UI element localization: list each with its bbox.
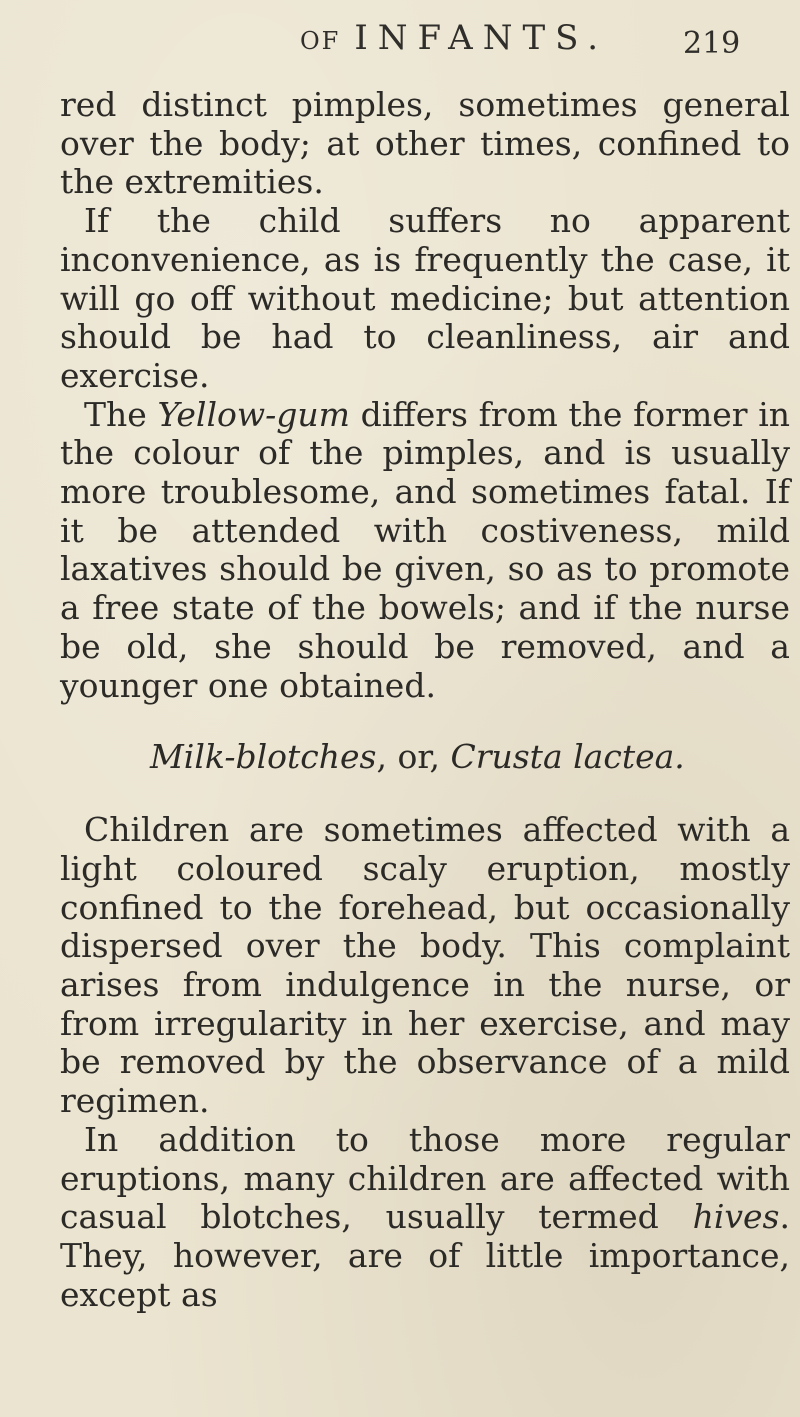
running-head — [300, 18, 608, 58]
text-run: In addition to those more regular eruptions, many children are affected with casual blotches, usually termed — [60, 1119, 790, 1237]
page-number: 219 — [683, 26, 741, 61]
term-hives: hives — [692, 1197, 780, 1237]
body-text — [60, 86, 790, 1314]
paragraph-milk-blotches: Children are sometimes affected with a light coloured scaly eruption, mostly confined to the forehead, but occasionally dispersed over the body. This complaint arises from indulgence in the nurse, or from irregularity in her exercise, and may be removed by the observance of a mild regimen. — [60, 810, 790, 1121]
heading-latin-term: Crusta lactea. — [450, 737, 685, 777]
paragraph-yellow-gum — [60, 396, 790, 706]
heading-joiner: , or, — [376, 737, 451, 777]
text-run: . They, however, are of little importance, except as — [60, 1197, 790, 1314]
running-head-title: INFANTS. — [354, 18, 609, 58]
paragraph-inconvenience: If the child suffers no apparent inconvenience, as is frequently the case, it will go off without medicine; but attention should be had to cleanliness, air and exercise. — [60, 201, 790, 395]
running-head-prefix: OF — [300, 27, 341, 55]
section-heading — [60, 737, 790, 777]
page-header — [0, 14, 800, 64]
heading-term: Milk-blotches — [150, 737, 377, 777]
paragraph-hives — [60, 1121, 790, 1315]
text-run: The — [84, 394, 158, 434]
text-run: differs from the former in the colour of the pimples, and is usually more troublesome, and sometimes fatal. If it be attended with costiveness, mild laxatives should be given, so as to promote a free state of the bowels; and if the nurse be old, she should be removed, and a younger one obtained. — [60, 394, 790, 705]
paragraph-continued: red distinct pimples, sometimes general over the body; at other times, confined to the extremities. — [60, 85, 790, 202]
term-yellow-gum: Yellow-gum — [157, 394, 350, 434]
